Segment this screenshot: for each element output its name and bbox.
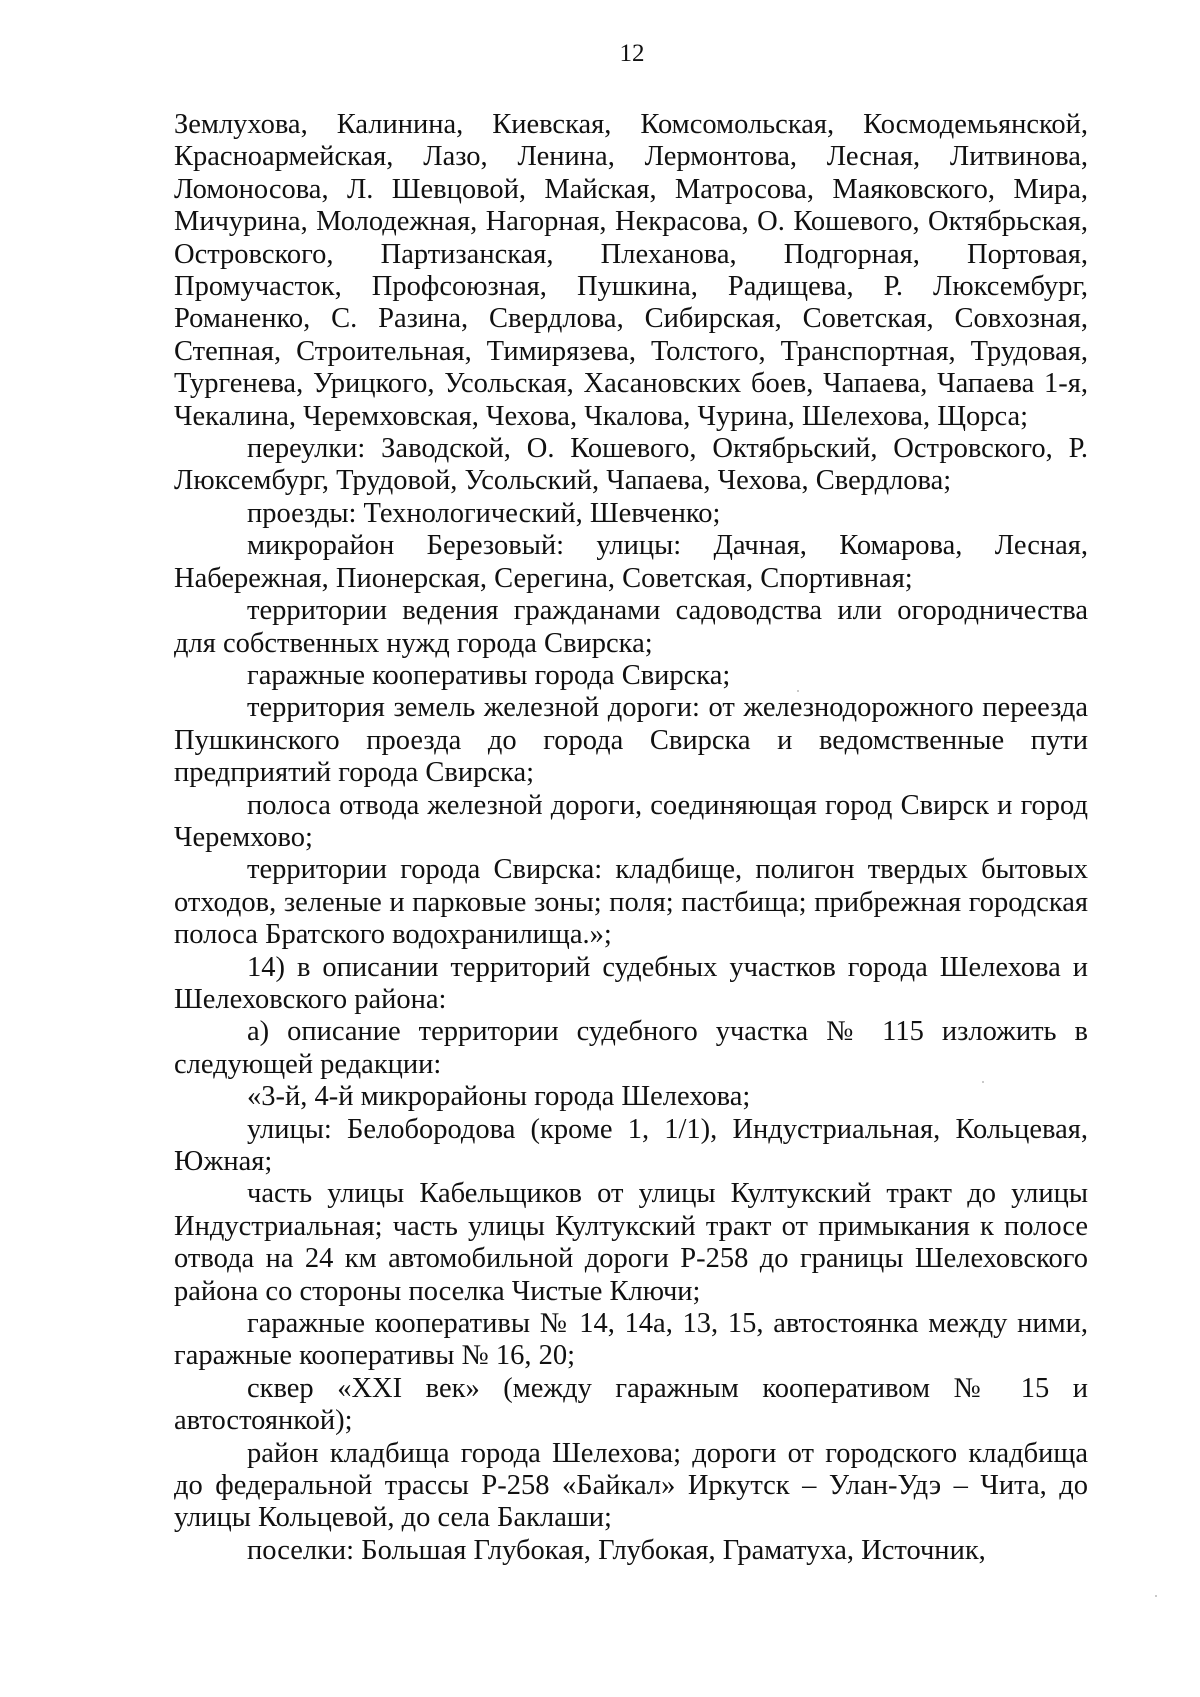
paragraph: поселки: Большая Глубокая, Глубокая, Граматуха, Источник, (247, 1534, 986, 1566)
scan-speck (797, 690, 799, 692)
paragraph: микрорайон Березовый: улицы: Дачная, Комарова, Лесная, Набережная, Пионерская, Серегина, Советская, Спортивная; (174, 530, 1088, 594)
paragraph: проезды: Технологический, Шевченко; (247, 497, 721, 529)
paragraph: переулки: Заводской, О. Кошевого, Октябрьский, Островского, Р. Люксембург, Трудовой, Усольский, Чапаева, Чехова, Свердлова; (174, 433, 1088, 497)
scan-speck (1155, 1595, 1157, 1597)
paragraph: территории города Свирска: кладбище, полигон твердых бытовых отходов, зеленые и парковые зоны; поля; пастбища; прибрежная городская полоса Братского водохранилища.»; (174, 854, 1088, 951)
paragraph: район кладбища города Шелехова; дороги от городского кладбища до федеральной трассы Р-258 «Байкал» Иркутск – Улан-Удэ – Чита, до улицы Кольцевой, до села Баклаши; (174, 1437, 1088, 1534)
paragraph: улицы: Белобородова (кроме 1, 1/1), Индустриальная, Кольцевая, Южная; (174, 1113, 1088, 1177)
document-body (174, 109, 1088, 1567)
paragraph: гаражные кооперативы № 14, 14а, 13, 15, автостоянка между ними, гаражные кооперативы № 16, 20; (174, 1308, 1088, 1372)
page-number: 12 (619, 40, 645, 67)
scan-speck (982, 1081, 984, 1083)
paragraph: часть улицы Кабельщиков от улицы Култукский тракт до улицы Индустриальная; часть улицы Култукский тракт от примыкания к полосе отвода на 24 км автомобильной дороги Р-258 до границы Шелеховского района со стороны поселка Чистые Ключи; (174, 1178, 1088, 1307)
paragraph: территории ведения гражданами садоводства или огородничества для собственных нужд города Свирска; (174, 595, 1088, 659)
paragraph: 14) в описании территорий судебных участков города Шелехова и Шелеховского района: (174, 951, 1088, 1015)
paragraph: Землухова, Калинина, Киевская, Комсомольская, Космодемьянской, Красноармейская, Лазо, Ленина, Лермонтова, Лесная, Литвинова, Ломоносова, Л. Шевцовой, Майская, Матросова, Маяковского, Мира, Мичурина, Молодежная, Нагорная, Некрасова, О. Кошевого, Октябрьская, Островского, Партизанская, Плеханова, Подгорная, Портовая, Промучасток, Профсоюзная, Пушкина, Радищева, Р. Люксембург, Романенко, С. Разина, Свердлова, Сибирская, Советская, Совхозная, Степная, Строительная, Тимирязева, Толстого, Транспортная, Трудовая, Тургенева, Урицкого, Усольская, Хасановских боев, Чапаева, Чапаева 1-я, Чекалина, Черемховская, Чехова, Чкалова, Чурина, Шелехова, Щорса; (174, 109, 1088, 432)
paragraph: сквер «XXI век» (между гаражным кооперативом № 15 и автостоянкой); (174, 1372, 1088, 1437)
paragraph: гаражные кооперативы города Свирска; (247, 659, 731, 691)
paragraph: а) описание территории судебного участка № 115 изложить в следующей редакции: (174, 1016, 1088, 1080)
paragraph: «3-й, 4-й микрорайоны города Шелехова; (247, 1081, 751, 1113)
paragraph: полоса отвода железной дороги, соединяющая город Свирск и город Черемхово; (174, 789, 1088, 853)
paragraph: территория земель железной дороги: от железнодорожного переезда Пушкинского проезда до города Свирска и ведомственные пути предприятий города Свирска; (174, 692, 1088, 789)
